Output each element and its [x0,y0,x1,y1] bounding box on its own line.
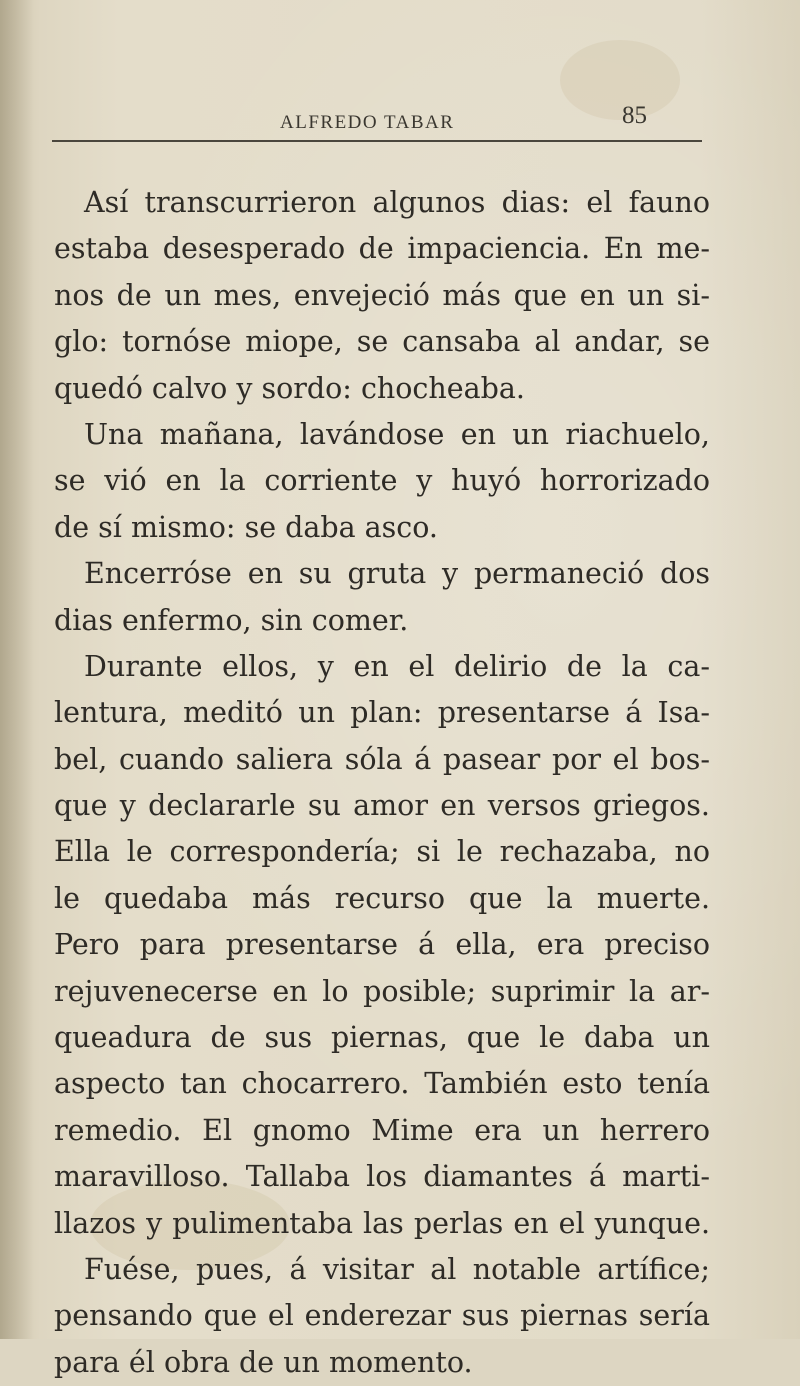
text-line: se vió en la corriente y huyó horrorizado [54,464,710,498]
text-line: Una mañana, lavándose en un riachuelo, [84,417,710,451]
text-line: dias enfermo, sin comer. [54,603,409,637]
text-line: que y declararle su amor en versos griegos. [54,789,710,823]
text-line: para él obra de un momento. [54,1345,473,1379]
running-title: ALFREDO TABAR [280,112,455,133]
text-line: Ella le correspondería; si le rechazaba, no [54,835,710,869]
text-line: Durante ellos, y en el delirio de la ca- [84,649,710,683]
header-rule [52,140,702,142]
page-number: 85 [622,102,647,129]
text-line: maravilloso. Tallaba los diamantes á marti- [54,1160,710,1194]
text-line: Así transcurrieron algunos dias: el fauno [84,186,710,219]
text-line: aspecto tan chocarrero. También esto tenía [54,1067,710,1101]
text-line: nos de un mes, envejeció más que en un si- [54,278,710,312]
text-line: remedio. El gnomo Mime era un herrero [54,1113,710,1147]
text-line: lentura, meditó un plan: presentarse á Isa- [54,696,710,730]
text-line: Encerróse en su gruta y permaneció dos [84,557,710,591]
body-text [54,180,710,1386]
page-header [0,98,800,138]
text-line: pensando que el enderezar sus piernas sería [54,1299,710,1333]
text-line: de sí mismo: se daba asco. [54,510,438,544]
text-line: Fuése, pues, á visitar al notable artífice; [84,1252,710,1286]
text-line: llazos y pulimentaba las perlas en el yunque. [54,1206,710,1240]
text-line: estaba desesperado de impaciencia. En me- [54,232,710,266]
text-line: le quedaba más recurso que la muerte. [54,881,710,915]
spine-shadow [0,0,34,1339]
text-line: bel, cuando saliera sóla á pasear por el bos- [54,742,710,776]
text-line: Pero para presentarse á ella, era preciso [54,928,710,962]
text-line: queadura de sus piernas, que le daba un [54,1021,710,1055]
text-line: quedó calvo y sordo: chocheaba. [54,371,525,405]
text-line: rejuvenecerse en lo posible; suprimir la ar- [54,974,710,1008]
text-line: glo: tornóse miope, se cansaba al andar, se [54,325,710,359]
